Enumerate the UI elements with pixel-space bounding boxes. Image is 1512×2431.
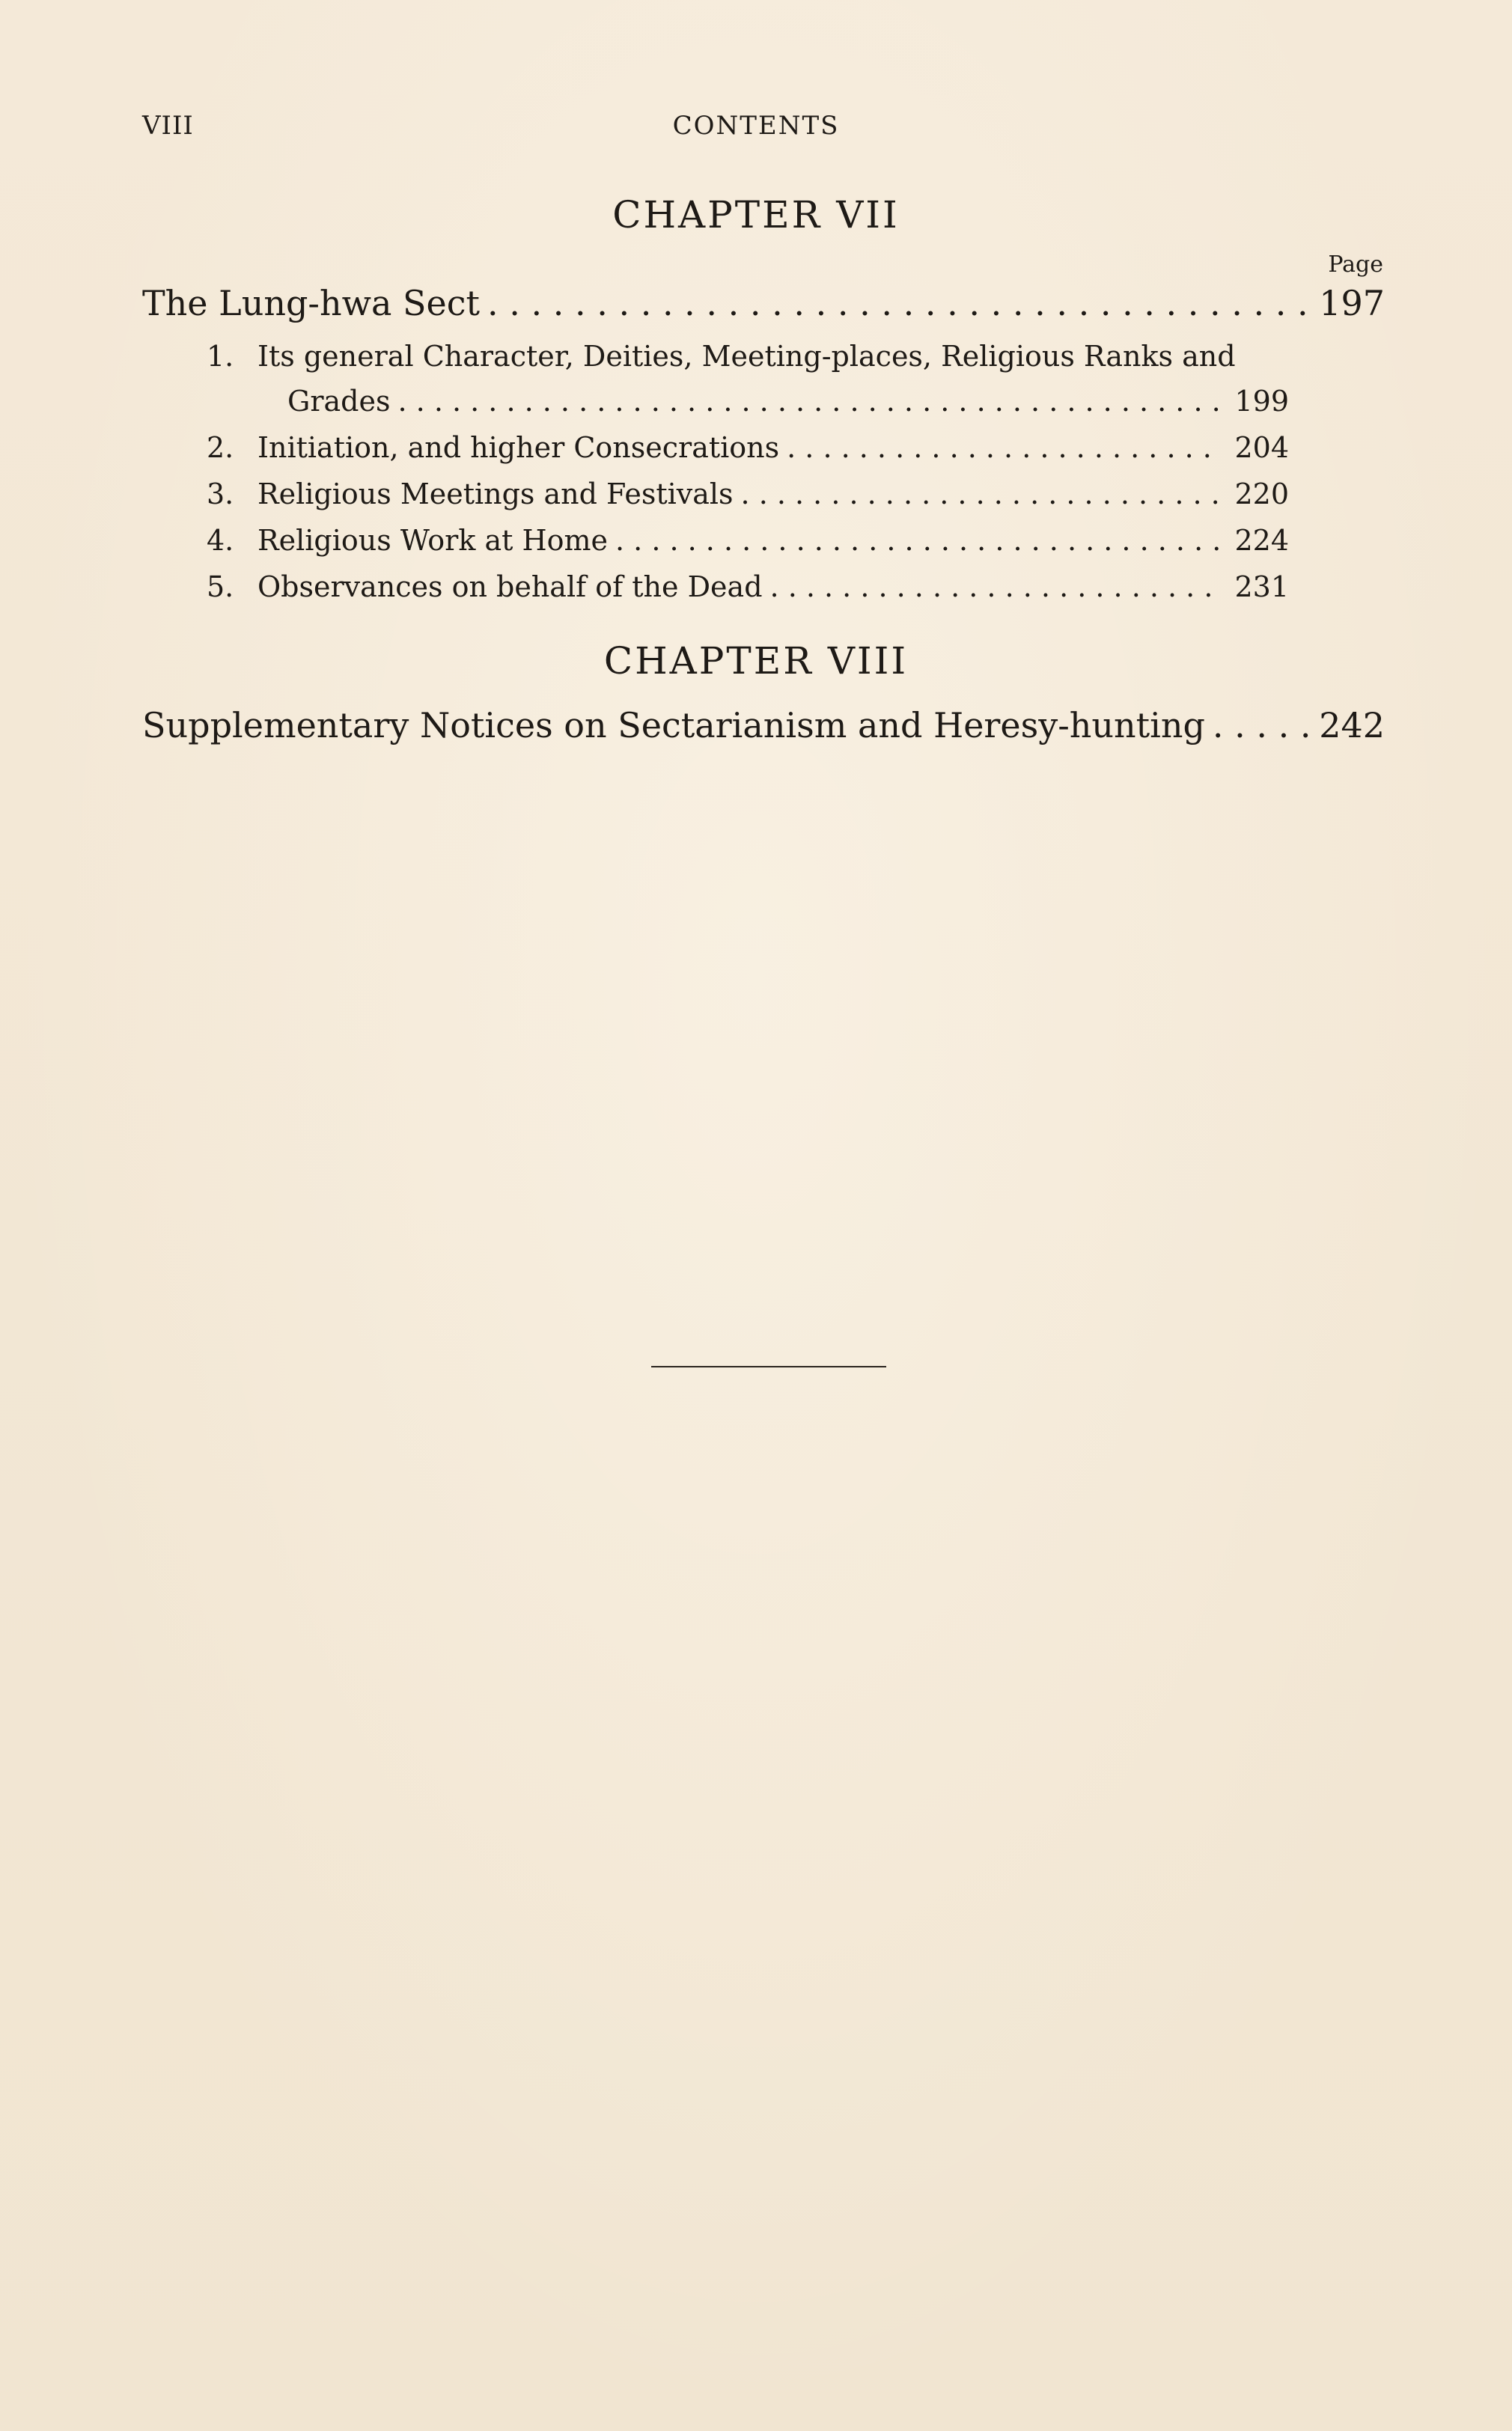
running-title: CONTENTS	[672, 111, 840, 141]
entry-title: Supplementary Notices on Sectarianism and Heresy-hunting	[142, 705, 1205, 745]
section-title: Observances on behalf of the Dead	[257, 570, 763, 603]
toc-section-3	[207, 478, 1289, 510]
toc-entry-chapter-8	[142, 705, 1385, 745]
running-page-number: VIII	[142, 111, 194, 141]
section-page: 231	[1234, 570, 1289, 603]
toc-entry-chapter-7	[142, 283, 1385, 323]
section-page: 204	[1234, 431, 1289, 464]
toc-section-2	[207, 431, 1289, 464]
entry-page: 197	[1319, 283, 1385, 323]
section-page: 224	[1234, 524, 1289, 557]
leader-dots	[787, 431, 1222, 464]
section-title: Its general Character, Deities, Meeting-places, Religious Ranks and	[257, 340, 1236, 373]
section-number: 5.	[207, 570, 234, 603]
page-column-label: Page	[1328, 251, 1383, 278]
section-title-continued: Grades	[287, 385, 391, 418]
toc-section-1-line1	[207, 340, 1236, 373]
section-number: 2.	[207, 431, 234, 464]
entry-title: The Lung-hwa Sect	[142, 283, 480, 323]
section-title: Religious Meetings and Festivals	[257, 478, 734, 510]
section-page: 220	[1234, 478, 1289, 510]
toc-section-5	[207, 570, 1289, 603]
leader-dots	[741, 478, 1222, 510]
section-title: Religious Work at Home	[257, 524, 608, 557]
section-title: Initiation, and higher Consecrations	[257, 431, 780, 464]
entry-page: 242	[1319, 705, 1385, 745]
end-rule	[651, 1366, 886, 1367]
section-page: 199	[1234, 385, 1289, 418]
leader-dots	[615, 524, 1222, 557]
leader-dots	[398, 385, 1222, 418]
chapter-7-heading: CHAPTER VII	[612, 193, 900, 237]
leader-dots	[1213, 705, 1310, 745]
leader-dots	[487, 283, 1310, 323]
section-number: 1.	[207, 340, 234, 373]
leader-dots	[770, 570, 1222, 603]
chapter-8-heading: CHAPTER VIII	[603, 639, 909, 683]
toc-section-4	[207, 524, 1289, 557]
toc-section-1-line2	[287, 385, 1289, 418]
section-number: 3.	[207, 478, 234, 510]
section-number: 4.	[207, 524, 234, 557]
